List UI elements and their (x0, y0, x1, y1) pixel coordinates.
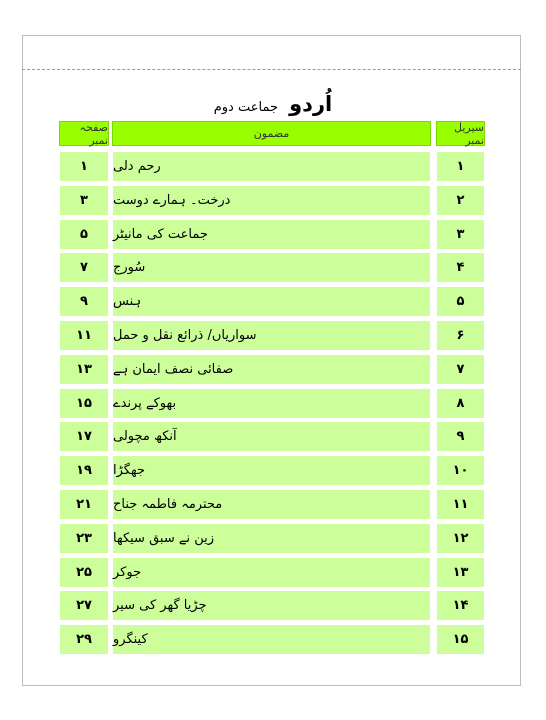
serial-number-cell: ۱۵ (436, 624, 485, 655)
page-number-cell: ۱۵ (59, 388, 109, 419)
subject-cell: صفائی نصف ایمان ہے (112, 354, 431, 385)
page-title (0, 92, 546, 116)
serial-number-cell: ۶ (436, 320, 485, 351)
serial-number-cell: ۸ (436, 388, 485, 419)
serial-number-cell: ۲ (436, 185, 485, 216)
subject-cell: چڑیا گھر کی سیر (112, 590, 431, 621)
title-main: اُردو (289, 92, 333, 116)
page-number-cell: ۲۳ (59, 523, 109, 554)
subject-cell: سُورج (112, 252, 431, 283)
serial-number-cell: ۳ (436, 219, 485, 250)
page-number-cell: ۳ (59, 185, 109, 216)
subject-cell: سواریاں/ ذرائع نقل و حمل (112, 320, 431, 351)
table-row (0, 590, 546, 621)
page-number-cell: ۹ (59, 286, 109, 317)
subject-cell: آنکھ مچولی (112, 421, 431, 452)
header-serial-number: سیریل نمبر (436, 121, 485, 146)
table-row (0, 455, 546, 486)
serial-number-cell: ۱۱ (436, 489, 485, 520)
table-row (0, 286, 546, 317)
subject-cell: جوکر (112, 557, 431, 588)
table-row (0, 320, 546, 351)
subject-cell: ہنس (112, 286, 431, 317)
page-number-cell: ۲۵ (59, 557, 109, 588)
subject-cell: رحم دلی (112, 151, 431, 182)
table-row (0, 219, 546, 250)
table-row (0, 421, 546, 452)
serial-number-cell: ۵ (436, 286, 485, 317)
table-row (0, 557, 546, 588)
page-number-cell: ۵ (59, 219, 109, 250)
table-row (0, 489, 546, 520)
subject-cell: بھوکے پرندے (112, 388, 431, 419)
subject-cell: درخت۔ ہمارے دوست (112, 185, 431, 216)
table-row (0, 624, 546, 655)
title-sub: جماعت دوم (213, 100, 279, 115)
subject-cell: جماعت کی مانیٹر (112, 219, 431, 250)
page-number-cell: ۱۹ (59, 455, 109, 486)
serial-number-cell: ۱۰ (436, 455, 485, 486)
subject-cell: کینگرو (112, 624, 431, 655)
serial-number-cell: ۹ (436, 421, 485, 452)
table-row (0, 151, 546, 182)
page-number-cell: ۱۱ (59, 320, 109, 351)
table-row (0, 354, 546, 385)
page-number-cell: ۱۷ (59, 421, 109, 452)
serial-number-cell: ۱ (436, 151, 485, 182)
serial-number-cell: ۱۲ (436, 523, 485, 554)
serial-number-cell: ۱۴ (436, 590, 485, 621)
table-row (0, 185, 546, 216)
subject-cell: محترمہ فاطمہ جناح (112, 489, 431, 520)
serial-number-cell: ۷ (436, 354, 485, 385)
page-number-cell: ۱ (59, 151, 109, 182)
table-row (0, 523, 546, 554)
table-row (0, 388, 546, 419)
header-subject: مضمون (112, 121, 431, 146)
serial-number-cell: ۴ (436, 252, 485, 283)
page-number-cell: ۲۱ (59, 489, 109, 520)
header-page-number: صفحہ نمبر (59, 121, 109, 146)
serial-number-cell: ۱۳ (436, 557, 485, 588)
header-divider (22, 69, 521, 70)
page-number-cell: ۲۹ (59, 624, 109, 655)
page-number-cell: ۷ (59, 252, 109, 283)
page-number-cell: ۲۷ (59, 590, 109, 621)
table-row (0, 252, 546, 283)
page-number-cell: ۱۳ (59, 354, 109, 385)
subject-cell: جھگڑا (112, 455, 431, 486)
subject-cell: زین نے سبق سیکھا (112, 523, 431, 554)
